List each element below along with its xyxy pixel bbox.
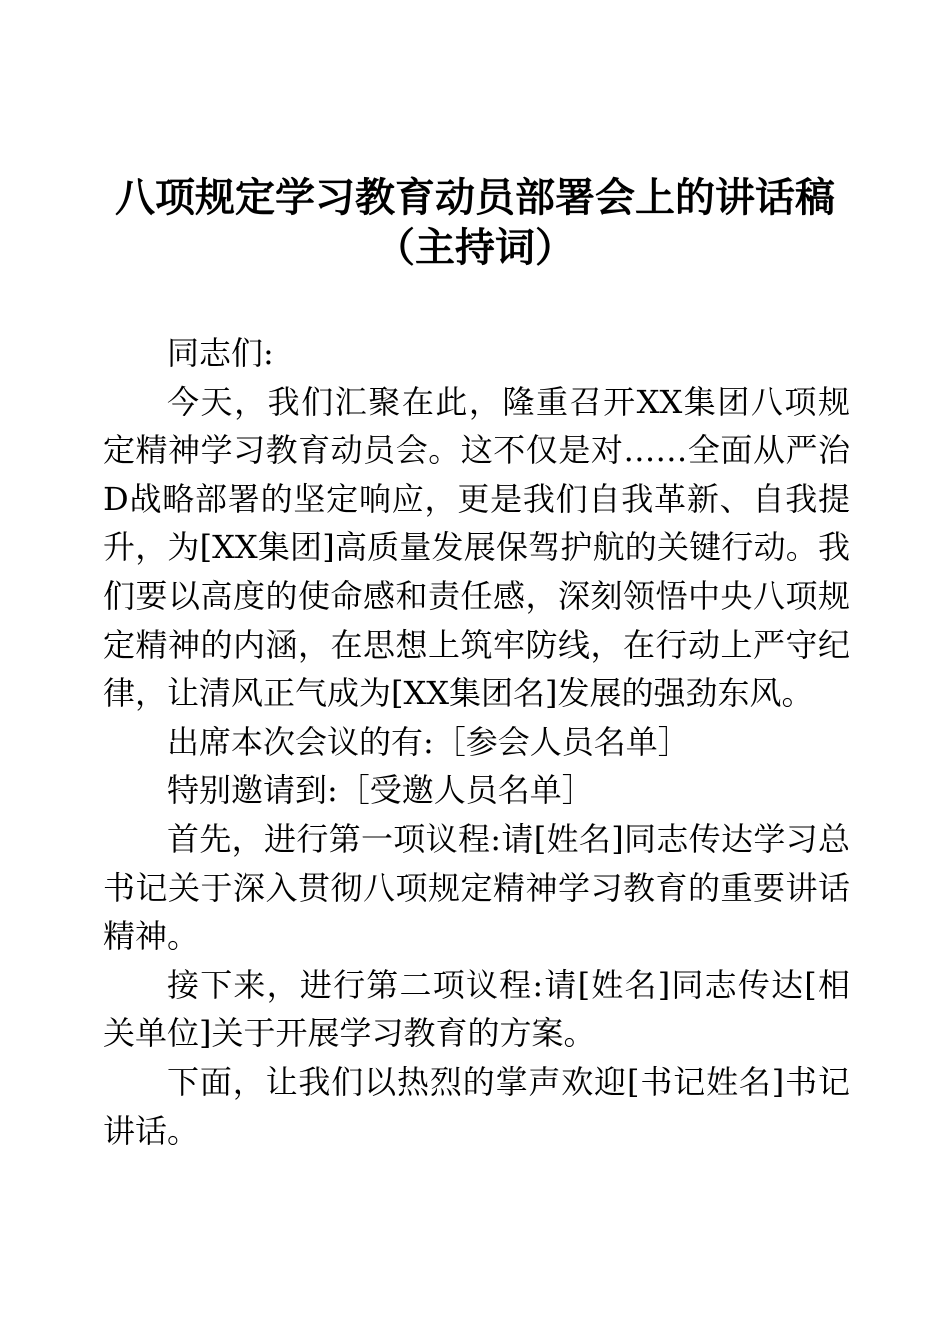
document-subtitle: （主持词） (375, 224, 575, 271)
attendees-paragraph: 出席本次会议的有:［参会人员名单］ (167, 722, 690, 761)
opening-paragraph: 今天，我们汇聚在此，隆重召开XX集团八项规定精神学习教育动员会。这不仅是对……全面从严治D战略部署的坚定响应，更是我们自我革新、自我提升，为[XX集团]高质量发展保驾护航的关键行动。我们要以高度的使命感和责任感，深刻领悟中央八项规定精神的内涵，在思想上筑牢防线，在行动上严守纪律，让清风正气成为[XX集团名]发展的强劲东风。 (103, 382, 850, 713)
document-body (103, 329, 850, 1155)
agenda-item-2-paragraph: 接下来，进行第二项议程:请[姓名]同志传达[相关单位]关于开展学习教育的方案。 (103, 965, 850, 1053)
closing-paragraph: 下面，让我们以热烈的掌声欢迎[书记姓名]书记讲话。 (103, 1062, 850, 1150)
salutation-paragraph: 同志们: (167, 334, 274, 372)
invitees-paragraph: 特别邀请到:［受邀人员名单］ (167, 771, 594, 810)
document-title: 八项规定学习教育动员部署会上的讲话稿 (115, 174, 835, 221)
agenda-item-1-paragraph: 首先，进行第一项议程:请[姓名]同志传达学习总书记关于深入贯彻八项规定精神学习教育的重要讲话精神。 (103, 819, 850, 956)
